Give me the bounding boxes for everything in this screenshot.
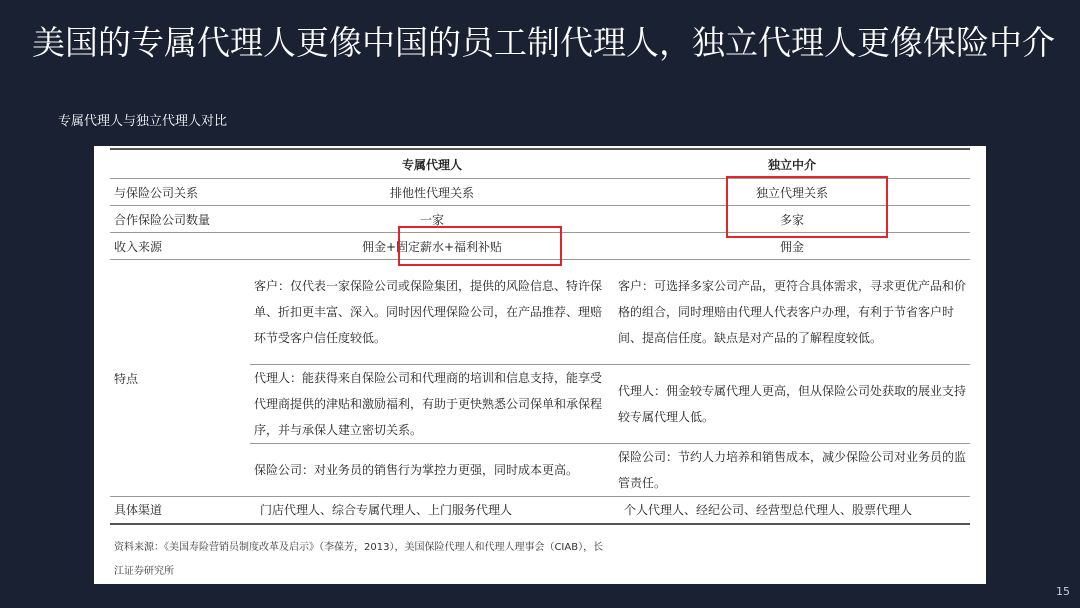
cell-exclusive-agent: 代理人：能获得来自保险公司和代理商的培训和信息支持，能享受代理商提供的津贴和激励福利，有助于更快熟悉公司保单和承保程序，并与承保人建立密切关系。 — [250, 365, 614, 444]
highlight-box-independent — [726, 176, 888, 238]
comparison-document — [94, 146, 986, 584]
cell-independent: 个人代理人、经纪公司、经营型总代理人、股票代理人 — [614, 497, 970, 524]
cell-independent-agent: 代理人：佣金较专属代理人更高，但从保险公司处获取的展业支持较专属代理人低。 — [614, 365, 970, 444]
cell-exclusive: 佣金+固定薪水+福利补贴 — [250, 233, 614, 260]
source-note — [114, 536, 714, 584]
highlight-box-income — [398, 226, 562, 266]
cell-independent-customer: 客户：可选择多家公司产品，更符合具体需求，寻求更优产品和价格的组合，同时理赔由代理人代表客户办理，有利于节省客户时间、提高信任度。缺点是对产品的了解程度较低。 — [614, 260, 970, 365]
cell-independent-insurer: 保险公司：节约人力培养和销售成本，减少保险公司对业务员的监管责任。 — [614, 444, 970, 497]
table-header-row — [110, 149, 970, 179]
header-independent-agent: 独立中介 — [614, 149, 970, 179]
row-label: 具体渠道 — [110, 497, 250, 524]
cell-exclusive: 门店代理人、综合专属代理人、上门服务代理人 — [250, 497, 614, 524]
cell-exclusive: 一家 — [250, 206, 614, 233]
source-line-1: 资料来源：《美国寿险营销员制度改革及启示》（李葆芳，2013），美国保险代理人和代理人理事会（CIAB），长 — [114, 542, 604, 553]
slide-subtitle: 专属代理人与独立代理人对比 — [58, 114, 228, 129]
source-line-2: 江证券研究所 — [114, 566, 174, 577]
header-exclusive-agent: 专属代理人 — [250, 149, 614, 179]
page-number: 15 — [1056, 585, 1070, 598]
header-blank — [110, 149, 250, 179]
cell-independent: 佣金 — [614, 233, 970, 260]
cell-exclusive-insurer: 保险公司：对业务员的销售行为掌控力更强，同时成本更高。 — [250, 444, 614, 497]
cell-exclusive-customer: 客户：仅代表一家保险公司或保险集团，提供的风险信息、特许保单、折扣更丰富、深入。同时因代理保险公司，在产品推荐、理赔环节受客户信任度较低。 — [250, 260, 614, 365]
cell-independent: 独立代理关系 — [614, 179, 970, 206]
slide-title: 美国的专属代理人更像中国的员工制代理人，独立代理人更像保险中介 — [32, 23, 1055, 62]
table-row-features — [110, 260, 970, 365]
table-row-channels — [110, 497, 970, 524]
row-label: 合作保险公司数量 — [110, 206, 250, 233]
row-label: 与保险公司关系 — [110, 179, 250, 206]
row-label-features: 特点 — [110, 260, 250, 497]
cell-exclusive: 排他性代理关系 — [250, 179, 614, 206]
row-label: 收入来源 — [110, 233, 250, 260]
cell-independent: 多家 — [614, 206, 970, 233]
